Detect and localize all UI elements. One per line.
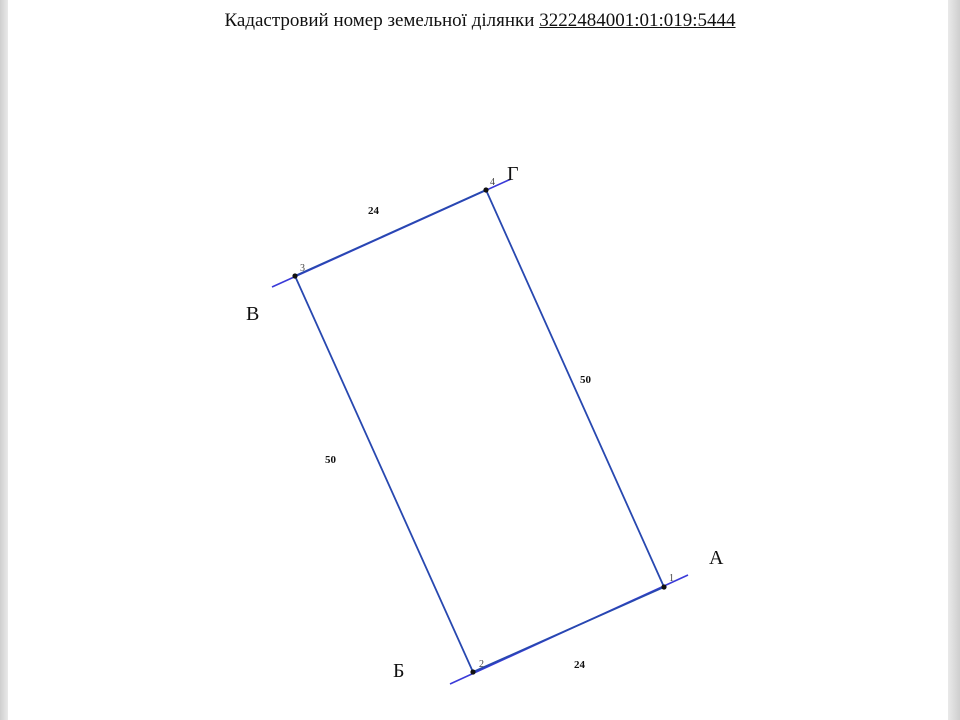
corner-letter-b: Б	[393, 660, 405, 682]
vertex-4-label: 4	[490, 177, 495, 188]
boundary-side-2-3	[295, 276, 473, 672]
vertex-3-label: 3	[300, 263, 305, 274]
boundary-side-1-2	[473, 587, 664, 672]
dimension-side-3-4: 24	[368, 205, 379, 217]
vertex-3-marker	[292, 273, 297, 278]
dimension-side-1-2: 24	[574, 659, 585, 671]
vertex-2-label: 2	[479, 659, 484, 670]
vertex-1-marker	[661, 584, 666, 589]
boundary-side-4-1	[486, 190, 664, 587]
boundary-side-3-4	[295, 190, 486, 276]
corner-letter-g: Г	[507, 163, 519, 185]
title-prefix: Кадастровий номер земельної ділянки	[224, 10, 535, 31]
vertex-2-marker	[470, 669, 475, 674]
corner-letter-v: В	[246, 303, 260, 325]
vertex-4-marker	[483, 187, 488, 192]
dimension-side-2-3: 50	[325, 454, 336, 466]
corner-letter-a: А	[709, 547, 724, 569]
dimension-side-4-1: 50	[580, 374, 591, 386]
cadastral-number: 3222484001:01:019:5444	[539, 10, 736, 31]
vertex-1-label: 1	[669, 573, 674, 584]
